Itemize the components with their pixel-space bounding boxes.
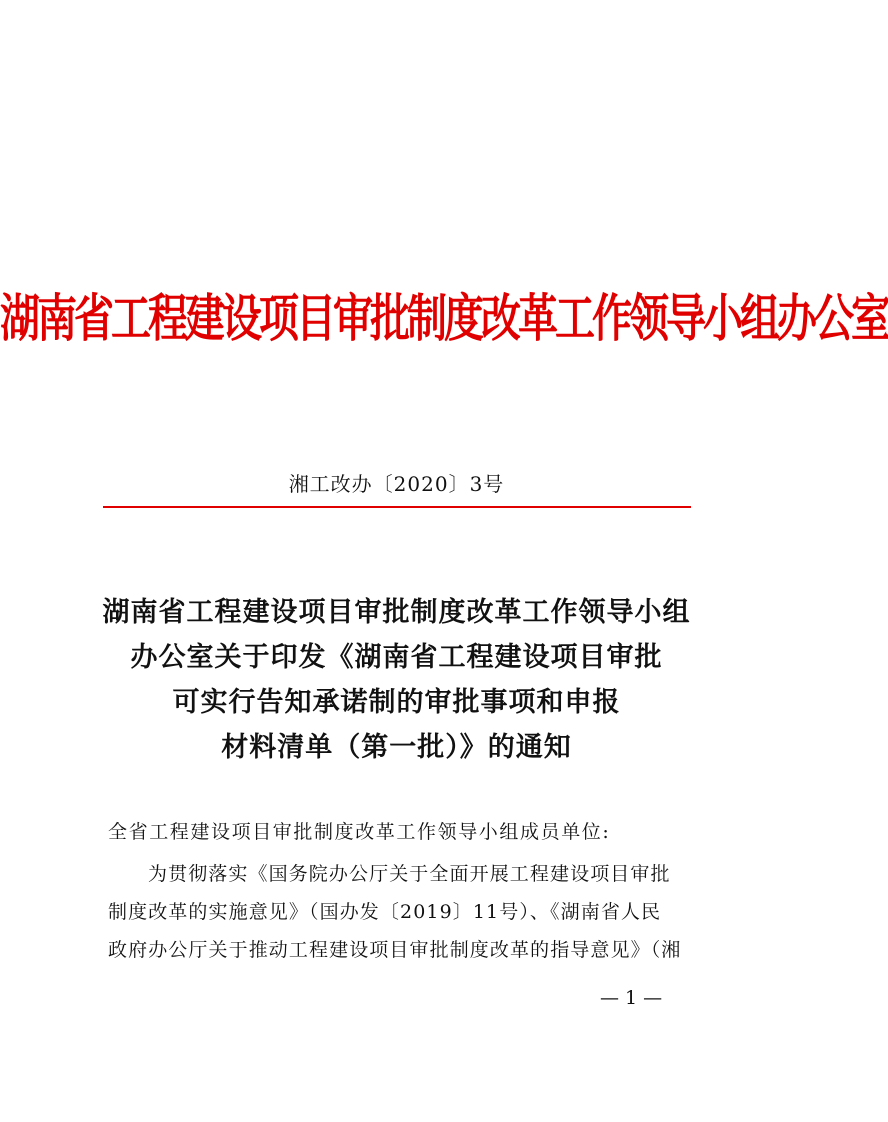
page-number: — 1 — — [600, 987, 663, 1009]
body-paragraph — [108, 855, 688, 969]
red-separator-line — [103, 506, 691, 508]
issuing-organization-header: 湖南省工程建设项目审批制度改革工作领导小组办公室 — [0, 289, 888, 349]
paragraph-line: 政府办公厅关于推动工程建设项目审批制度改革的指导意见》（湘 — [108, 939, 682, 961]
document-number: 湘工改办〔2020〕3号 — [288, 472, 505, 496]
title-line: 办公室关于印发《湖南省工程建设项目审批 — [130, 642, 663, 673]
title-line: 材料清单（第一批）》的通知 — [221, 732, 572, 763]
paragraph-line: 制度改革的实施意见》（国办发〔2019〕11号）、《湖南省人民 — [108, 901, 662, 923]
paragraph-line: 为贯彻落实《国务院办公厅关于全面开展工程建设项目审批 — [148, 863, 671, 885]
title-line: 可实行告知承诺制的审批事项和申报 — [172, 687, 621, 718]
document-title — [0, 590, 793, 770]
salutation: 全省工程建设项目审批制度改革工作领导小组成员单位: — [108, 821, 611, 843]
title-line: 湖南省工程建设项目审批制度改革工作领导小组 — [102, 597, 691, 628]
